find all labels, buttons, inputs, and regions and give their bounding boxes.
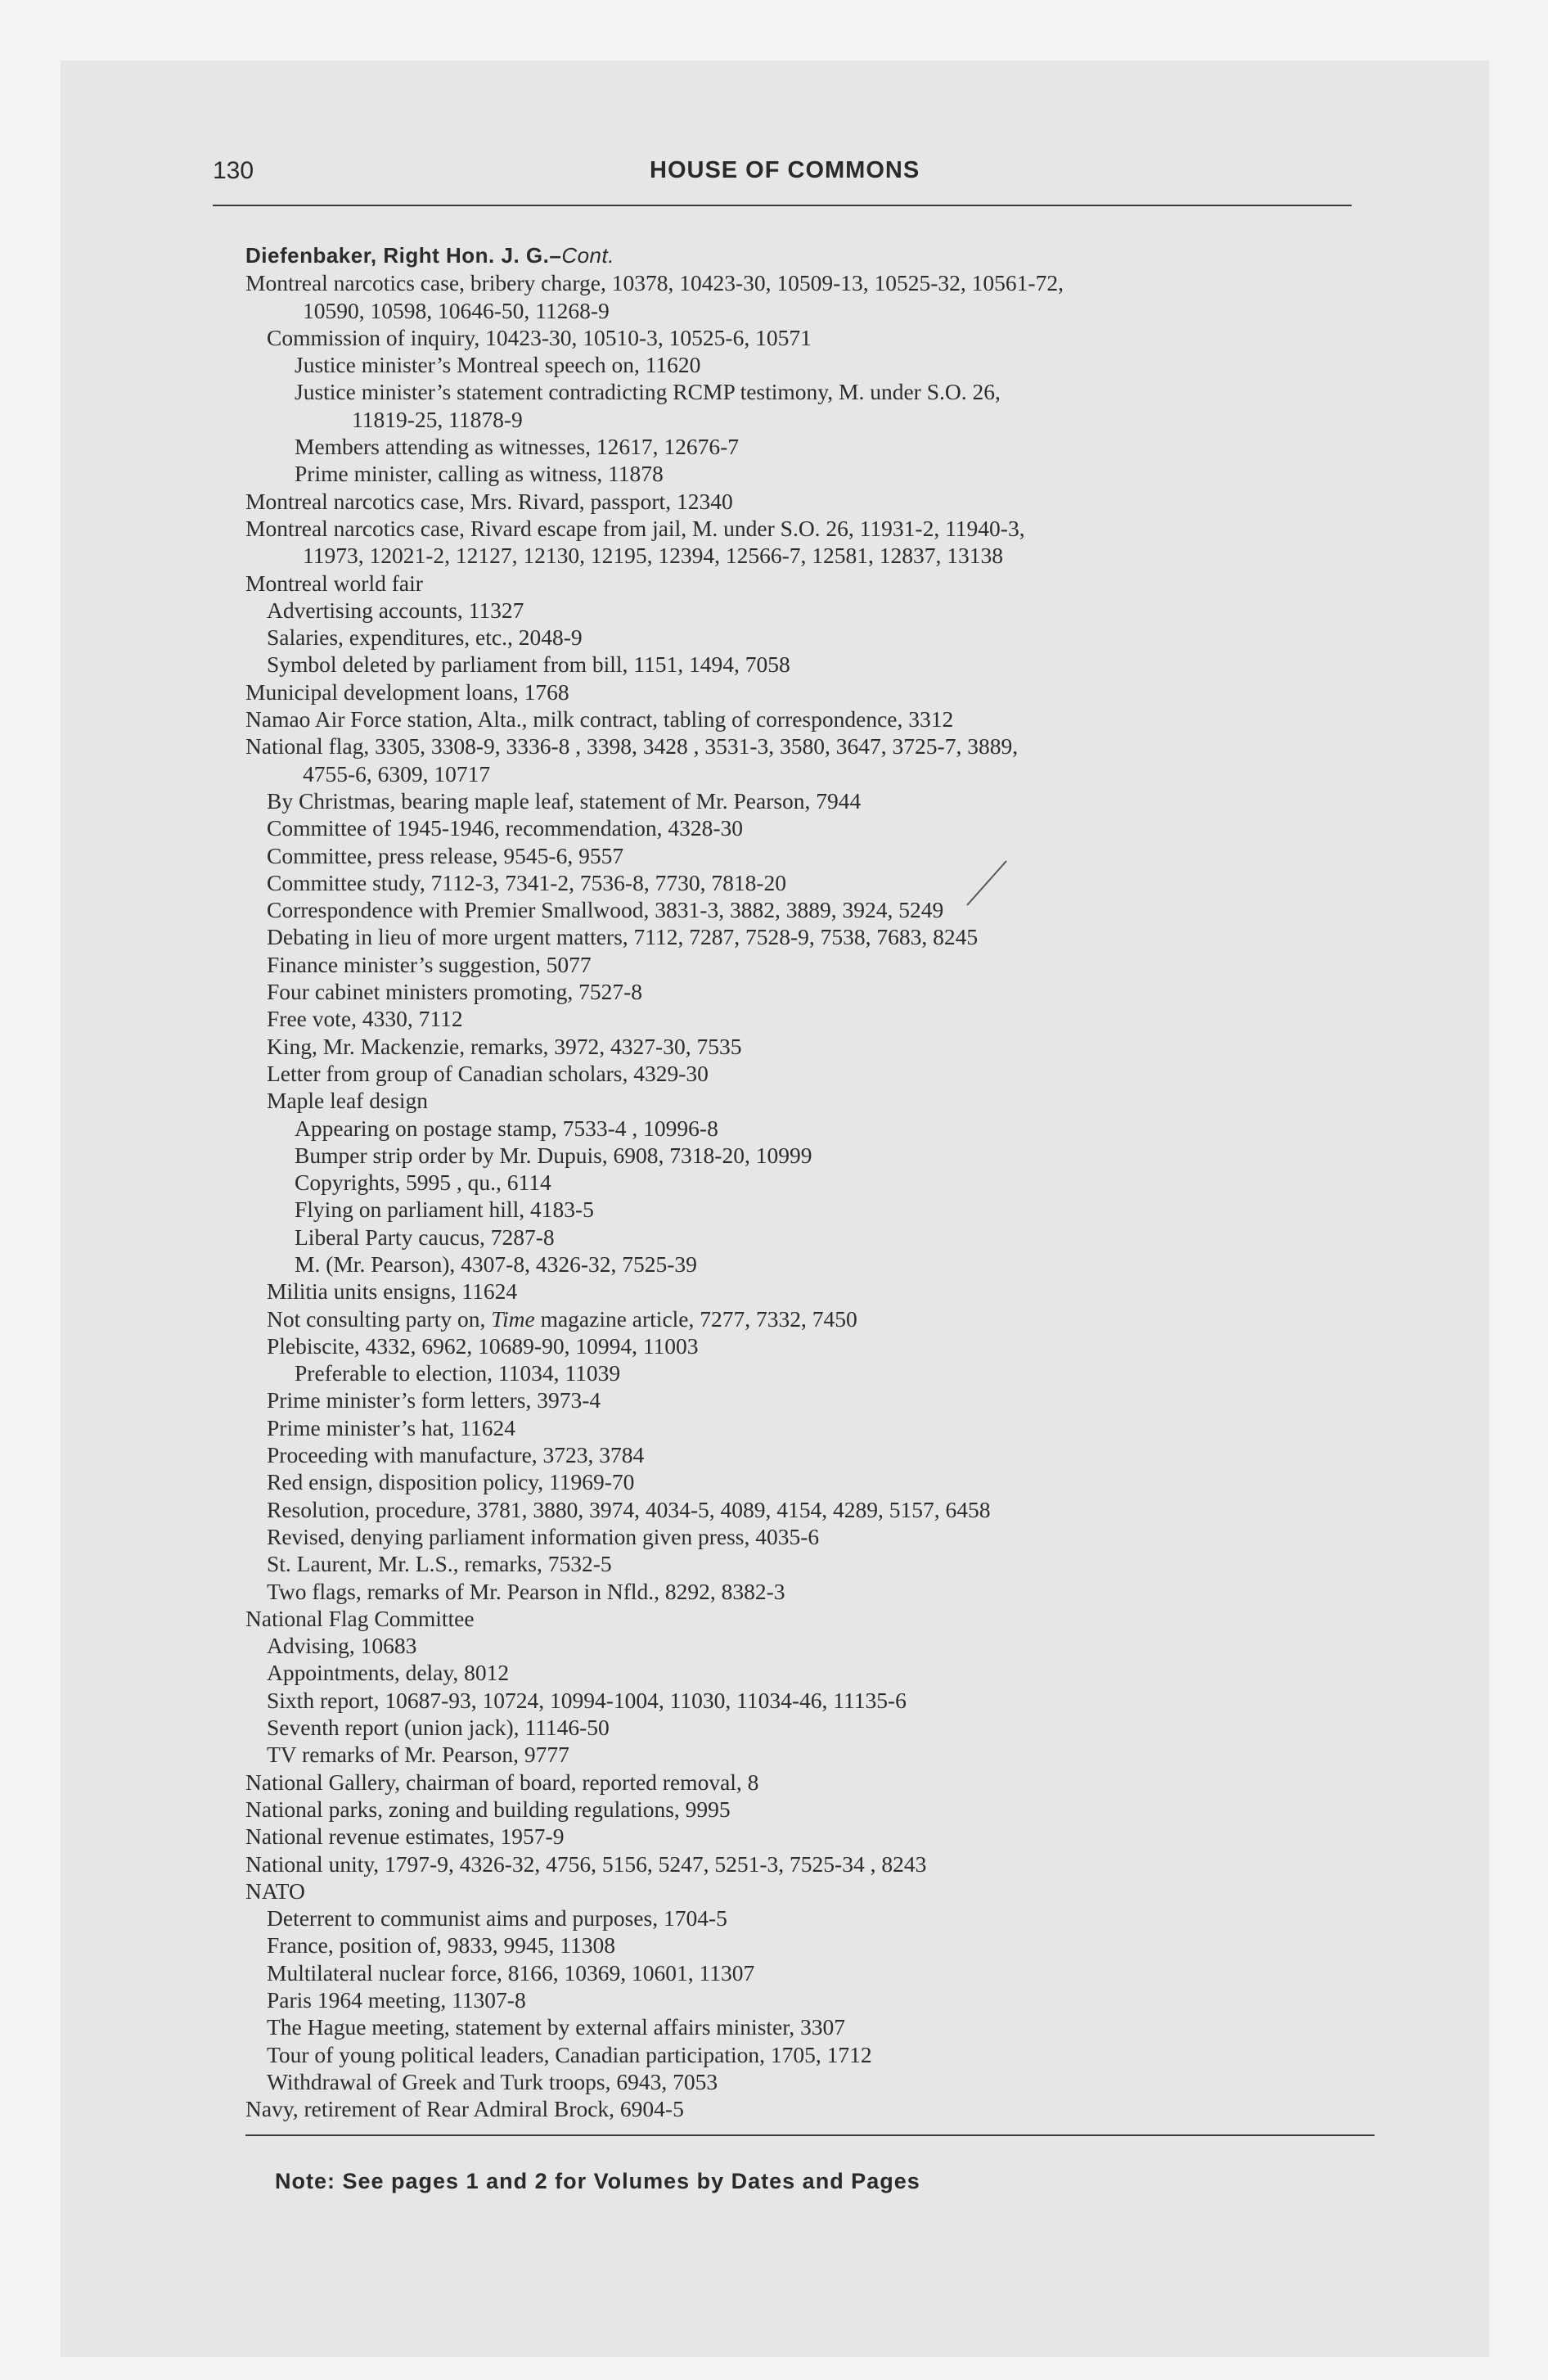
index-entry-level-1: Committee of 1945-1946, recommendation, 4328-30 xyxy=(267,815,743,841)
index-entry-level-1: Red ensign, disposition policy, 11969-70 xyxy=(267,1469,635,1495)
index-entry-level-2: Appearing on postage stamp, 7533-4 , 10996-8 xyxy=(295,1115,718,1141)
index-entry-level-1: Correspondence with Premier Smallwood, 3831-3, 3882, 3889, 3924, 5249 xyxy=(267,897,944,923)
index-entry-level-1: Advertising accounts, 11327 xyxy=(267,597,524,623)
index-entry-level-2: Liberal Party caucus, 7287-8 xyxy=(295,1224,555,1250)
italic-title: Time xyxy=(491,1305,535,1332)
index-entry-level-1: Plebiscite, 4332, 6962, 10689-90, 10994, 11003 xyxy=(267,1332,699,1359)
index-entry-level-1: Free vote, 4330, 7112 xyxy=(267,1006,463,1032)
index-entry-level-2: Bumper strip order by Mr. Dupuis, 6908, 7318-20, 10999 xyxy=(295,1142,812,1168)
index-entry-level-1: Commission of inquiry, 10423-30, 10510-3, 10525-6, 10571 xyxy=(267,324,812,350)
index-entry-level-1: Paris 1964 meeting, 11307-8 xyxy=(267,1987,526,2013)
index-entry-level-0: Montreal narcotics case, Rivard escape from jail, M. under S.O. 26, 11931-2, 11940-3, xyxy=(245,515,1025,541)
index-entry-level-1: Prime minister’s hat, 11624 xyxy=(267,1414,516,1440)
index-entry-level-1: Appointments, delay, 8012 xyxy=(267,1660,510,1686)
index-entry-level-0: Montreal narcotics case, Mrs. Rivard, passport, 12340 xyxy=(245,488,733,514)
pen-mark-icon xyxy=(962,858,1011,908)
index-entry-level-1: Not consulting party on, Time magazine article, 7277, 7332, 7450 xyxy=(267,1305,857,1332)
index-entry-level-1: TV remarks of Mr. Pearson, 9777 xyxy=(267,1742,569,1768)
index-entry-continuation: 4755-6, 6309, 10717 xyxy=(303,760,491,787)
index-entry-level-1: Finance minister’s suggestion, 5077 xyxy=(267,951,592,977)
index-entry-level-2: Flying on parliament hill, 4183-5 xyxy=(295,1197,594,1223)
index-entry-level-1: The Hague meeting, statement by external affairs minister, 3307 xyxy=(267,2014,846,2040)
index-entry-level-1: Letter from group of Canadian scholars, 4329-30 xyxy=(267,1060,709,1086)
heading-suffix: Cont. xyxy=(561,243,614,268)
index-entry-level-0: National parks, zoning and building regulations, 9995 xyxy=(245,1796,731,1822)
index-heading xyxy=(245,242,1391,269)
index-entry-level-2: Copyrights, 5995 , qu., 6114 xyxy=(295,1170,551,1196)
index-entries xyxy=(245,242,1391,2122)
index-entry-level-0: National Gallery, chairman of board, reported removal, 8 xyxy=(245,1769,759,1795)
page-number: 130 xyxy=(213,157,254,184)
index-entry-level-1: King, Mr. Mackenzie, remarks, 3972, 4327-30, 7535 xyxy=(267,1033,742,1059)
index-entry-level-2: M. (Mr. Pearson), 4307-8, 4326-32, 7525-39 xyxy=(295,1251,697,1277)
footer-note: Note: See pages 1 and 2 for Volumes by Dates and Pages xyxy=(275,2169,920,2193)
index-entry-continuation: 10590, 10598, 10646-50, 11268-9 xyxy=(303,297,610,323)
index-entry-level-1: Revised, denying parliament information given press, 4035-6 xyxy=(267,1523,820,1549)
index-entry-continuation: 11973, 12021-2, 12127, 12130, 12195, 12394, 12566-7, 12581, 12837, 13138 xyxy=(303,543,1004,569)
index-entry-level-0: National revenue estimates, 1957-9 xyxy=(245,1823,565,1850)
index-entry-continuation: 11819-25, 11878-9 xyxy=(352,406,523,432)
index-entry-level-1: Seventh report (union jack), 11146-50 xyxy=(267,1715,610,1741)
heading-name: Diefenbaker, Right Hon. J. G.– xyxy=(245,243,562,268)
index-entry-level-0: Namao Air Force station, Alta., milk contract, tabling of correspondence, 3312 xyxy=(245,706,954,732)
index-entry-level-1: Two flags, remarks of Mr. Pearson in Nfld., 8292, 8382-3 xyxy=(267,1578,785,1604)
index-entry-level-1: Militia units ensigns, 11624 xyxy=(267,1278,518,1305)
index-entry-level-1: Tour of young political leaders, Canadian participation, 1705, 1712 xyxy=(267,2041,872,2067)
index-entry-level-1: Proceeding with manufacture, 3723, 3784 xyxy=(267,1442,645,1468)
index-entry-level-0: National flag, 3305, 3308-9, 3336-8 , 3398, 3428 , 3531-3, 3580, 3647, 3725-7, 3889, xyxy=(245,733,1019,760)
index-entry-level-0: Municipal development loans, 1768 xyxy=(245,678,569,705)
index-entry-level-1: Symbol deleted by parliament from bill, 1151, 1494, 7058 xyxy=(267,651,790,678)
index-entry-level-1: France, position of, 9833, 9945, 11308 xyxy=(267,1932,615,1959)
index-entry-level-1: Resolution, procedure, 3781, 3880, 3974, 4034-5, 4089, 4154, 4289, 5157, 6458 xyxy=(267,1496,991,1522)
index-entry-level-1: Multilateral nuclear force, 8166, 10369, 10601, 11307 xyxy=(267,1959,755,1986)
index-entry-level-0: Navy, retirement of Rear Admiral Brock, 6904-5 xyxy=(245,2096,684,2122)
index-entry-level-1: Deterrent to communist aims and purposes, 1704-5 xyxy=(267,1905,727,1931)
index-entry-level-2: Prime minister, calling as witness, 11878 xyxy=(295,461,664,487)
index-entry-level-1: St. Laurent, Mr. L.S., remarks, 7532-5 xyxy=(267,1551,612,1577)
index-entry-level-0: National unity, 1797-9, 4326-32, 4756, 5156, 5247, 5251-3, 7525-34 , 8243 xyxy=(245,1850,927,1877)
index-entry-level-1: By Christmas, bearing maple leaf, statement of Mr. Pearson, 7944 xyxy=(267,787,862,814)
index-entry-level-1: Salaries, expenditures, etc., 2048-9 xyxy=(267,624,583,651)
index-entry-level-1: Withdrawal of Greek and Turk troops, 6943, 7053 xyxy=(267,2068,718,2094)
index-entry-level-1: Committee, press release, 9545-6, 9557 xyxy=(267,842,624,868)
index-entry-level-1: Sixth report, 10687-93, 10724, 10994-1004, 11030, 11034-46, 11135-6 xyxy=(267,1687,907,1713)
index-entry-level-0: Montreal narcotics case, bribery charge, 10378, 10423-30, 10509-13, 10525-32, 10561-72, xyxy=(245,270,1064,296)
index-entry-level-1: Advising, 10683 xyxy=(267,1633,417,1659)
index-entry-level-1: Prime minister’s form letters, 3973-4 xyxy=(267,1387,601,1413)
footer-rule xyxy=(245,2134,1375,2136)
index-entry-level-1: Debating in lieu of more urgent matters, 7112, 7287, 7528-9, 7538, 7683, 8245 xyxy=(267,924,979,950)
index-entry-level-2: Preferable to election, 11034, 11039 xyxy=(295,1360,621,1386)
index-entry-level-0: National Flag Committee xyxy=(245,1605,475,1631)
index-entry-level-1: Committee study, 7112-3, 7341-2, 7536-8, 7730, 7818-20 xyxy=(267,869,786,895)
running-title: HOUSE OF COMMONS xyxy=(650,157,920,183)
index-entry-level-0: Montreal world fair xyxy=(245,570,423,596)
index-entry-level-1: Four cabinet ministers promoting, 7527-8 xyxy=(267,979,643,1005)
index-entry-level-2: Justice minister’s Montreal speech on, 11620 xyxy=(295,352,701,378)
index-entry-level-2: Members attending as witnesses, 12617, 12676-7 xyxy=(295,434,740,460)
index-entry-level-1: Maple leaf design xyxy=(267,1088,429,1114)
index-entry-level-2: Justice minister’s statement contradicting RCMP testimony, M. under S.O. 26, xyxy=(295,379,1001,405)
index-entry-level-0: NATO xyxy=(245,1877,305,1904)
header-rule xyxy=(213,205,1352,206)
